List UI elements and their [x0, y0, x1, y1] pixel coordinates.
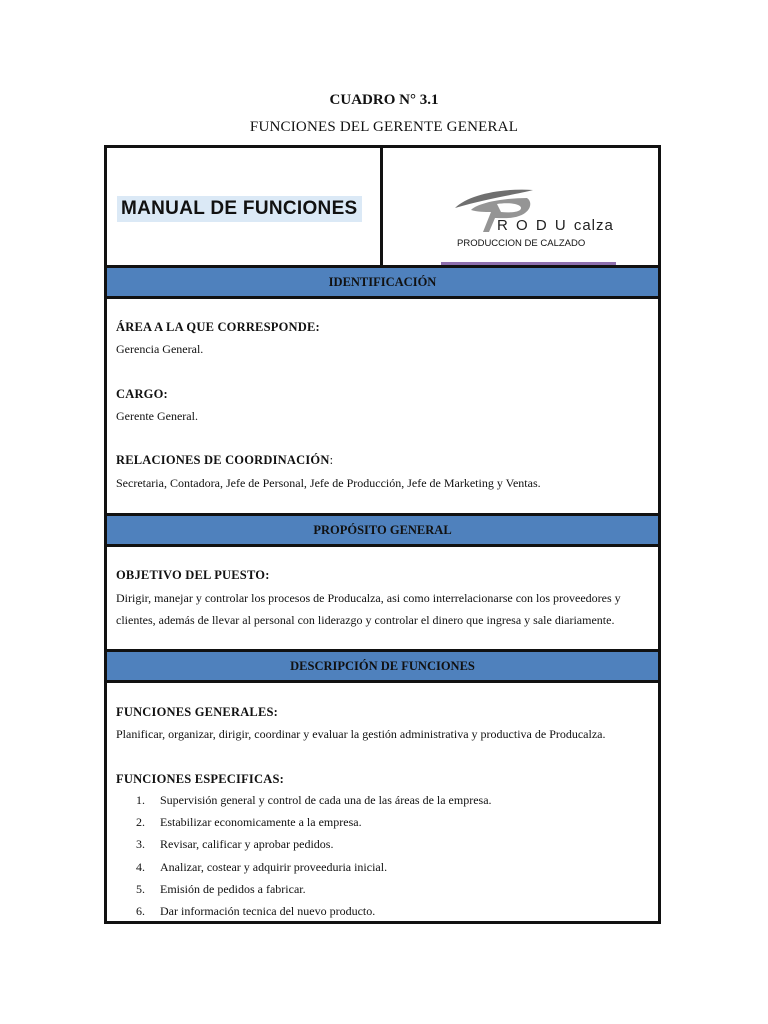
- funciones-especificas-label: FUNCIONES ESPECIFICAS:: [116, 772, 284, 786]
- divider: [107, 544, 658, 547]
- objetivo-line-1: Dirigir, manejar y controlar los procesos de Producalza, asi como interrelacionarse con los proveedores y: [116, 591, 621, 605]
- relaciones-value: Secretaria, Contadora, Jefe de Personal, Jefe de Producción, Jefe de Marketing y Ventas.: [116, 476, 541, 490]
- logo-brand-suffix: calza: [573, 217, 614, 234]
- relaciones-label-colon: :: [329, 453, 334, 467]
- objetivo-label: OBJETIVO DEL PUESTO:: [116, 568, 270, 582]
- list-item: [136, 815, 362, 830]
- divider: [107, 680, 658, 683]
- list-item: [136, 860, 387, 875]
- list-item-text: Emisión de pedidos a fabricar.: [160, 882, 306, 896]
- area-label: ÁREA A LA QUE CORRESPONDE:: [116, 320, 320, 334]
- list-item: [136, 837, 333, 852]
- section-band-descripcion: DESCRIPCIÓN DE FUNCIONES: [107, 652, 658, 680]
- manual-table: [104, 145, 661, 924]
- list-item: [136, 904, 375, 919]
- objetivo-line-2: clientes, además de llevar al personal con liderazgo y controlar el dinero que ingresa y sale diariamente.: [116, 613, 615, 627]
- list-item: [136, 882, 306, 897]
- list-item-number: 6.: [136, 904, 145, 918]
- list-item-text: Estabilizar economicamente a la empresa.: [160, 815, 362, 829]
- funciones-generales-value: Planificar, organizar, dirigir, coordinar y evaluar la gestión administrativa y productiva de Producalza.: [116, 727, 606, 741]
- list-item-number: 2.: [136, 815, 145, 829]
- document-title: CUADRO N° 3.1: [329, 92, 439, 108]
- divider: [107, 296, 658, 299]
- logo-brand: [497, 217, 614, 234]
- list-item-number: 1.: [136, 793, 145, 807]
- company-logo: [449, 186, 629, 256]
- document-subtitle: FUNCIONES DEL GERENTE GENERAL: [249, 119, 519, 135]
- relaciones-label-text: RELACIONES DE COORDINACIÓN: [116, 453, 330, 467]
- list-item-number: 3.: [136, 837, 145, 851]
- section-band-identificacion: IDENTIFICACIÓN: [107, 268, 658, 296]
- list-item-number: 5.: [136, 882, 145, 896]
- list-item-text: Analizar, costear y adquirir proveeduria inicial.: [160, 860, 388, 874]
- logo-subtitle: PRODUCCION DE CALZADO: [457, 238, 586, 249]
- manual-title: MANUAL DE FUNCIONES: [117, 196, 362, 222]
- list-item-text: Dar información tecnica del nuevo producto.: [160, 904, 376, 918]
- section-band-proposito: PROPÓSITO GENERAL: [107, 516, 658, 544]
- logo-brand-prefix: R O D U: [497, 217, 568, 234]
- list-item-number: 4.: [136, 860, 145, 874]
- cargo-label: CARGO:: [116, 387, 168, 401]
- area-value: Gerencia General.: [116, 342, 204, 356]
- cargo-value: Gerente General.: [116, 409, 198, 423]
- list-item-text: Supervisión general y control de cada una de las áreas de la empresa.: [160, 793, 492, 807]
- manual-title-cell: [107, 148, 383, 265]
- relaciones-label: [116, 453, 333, 468]
- list-item-text: Revisar, calificar y aprobar pedidos.: [160, 837, 334, 851]
- funciones-generales-label: FUNCIONES GENERALES:: [116, 705, 279, 719]
- logo-cell: [383, 148, 658, 265]
- list-item: [136, 793, 492, 808]
